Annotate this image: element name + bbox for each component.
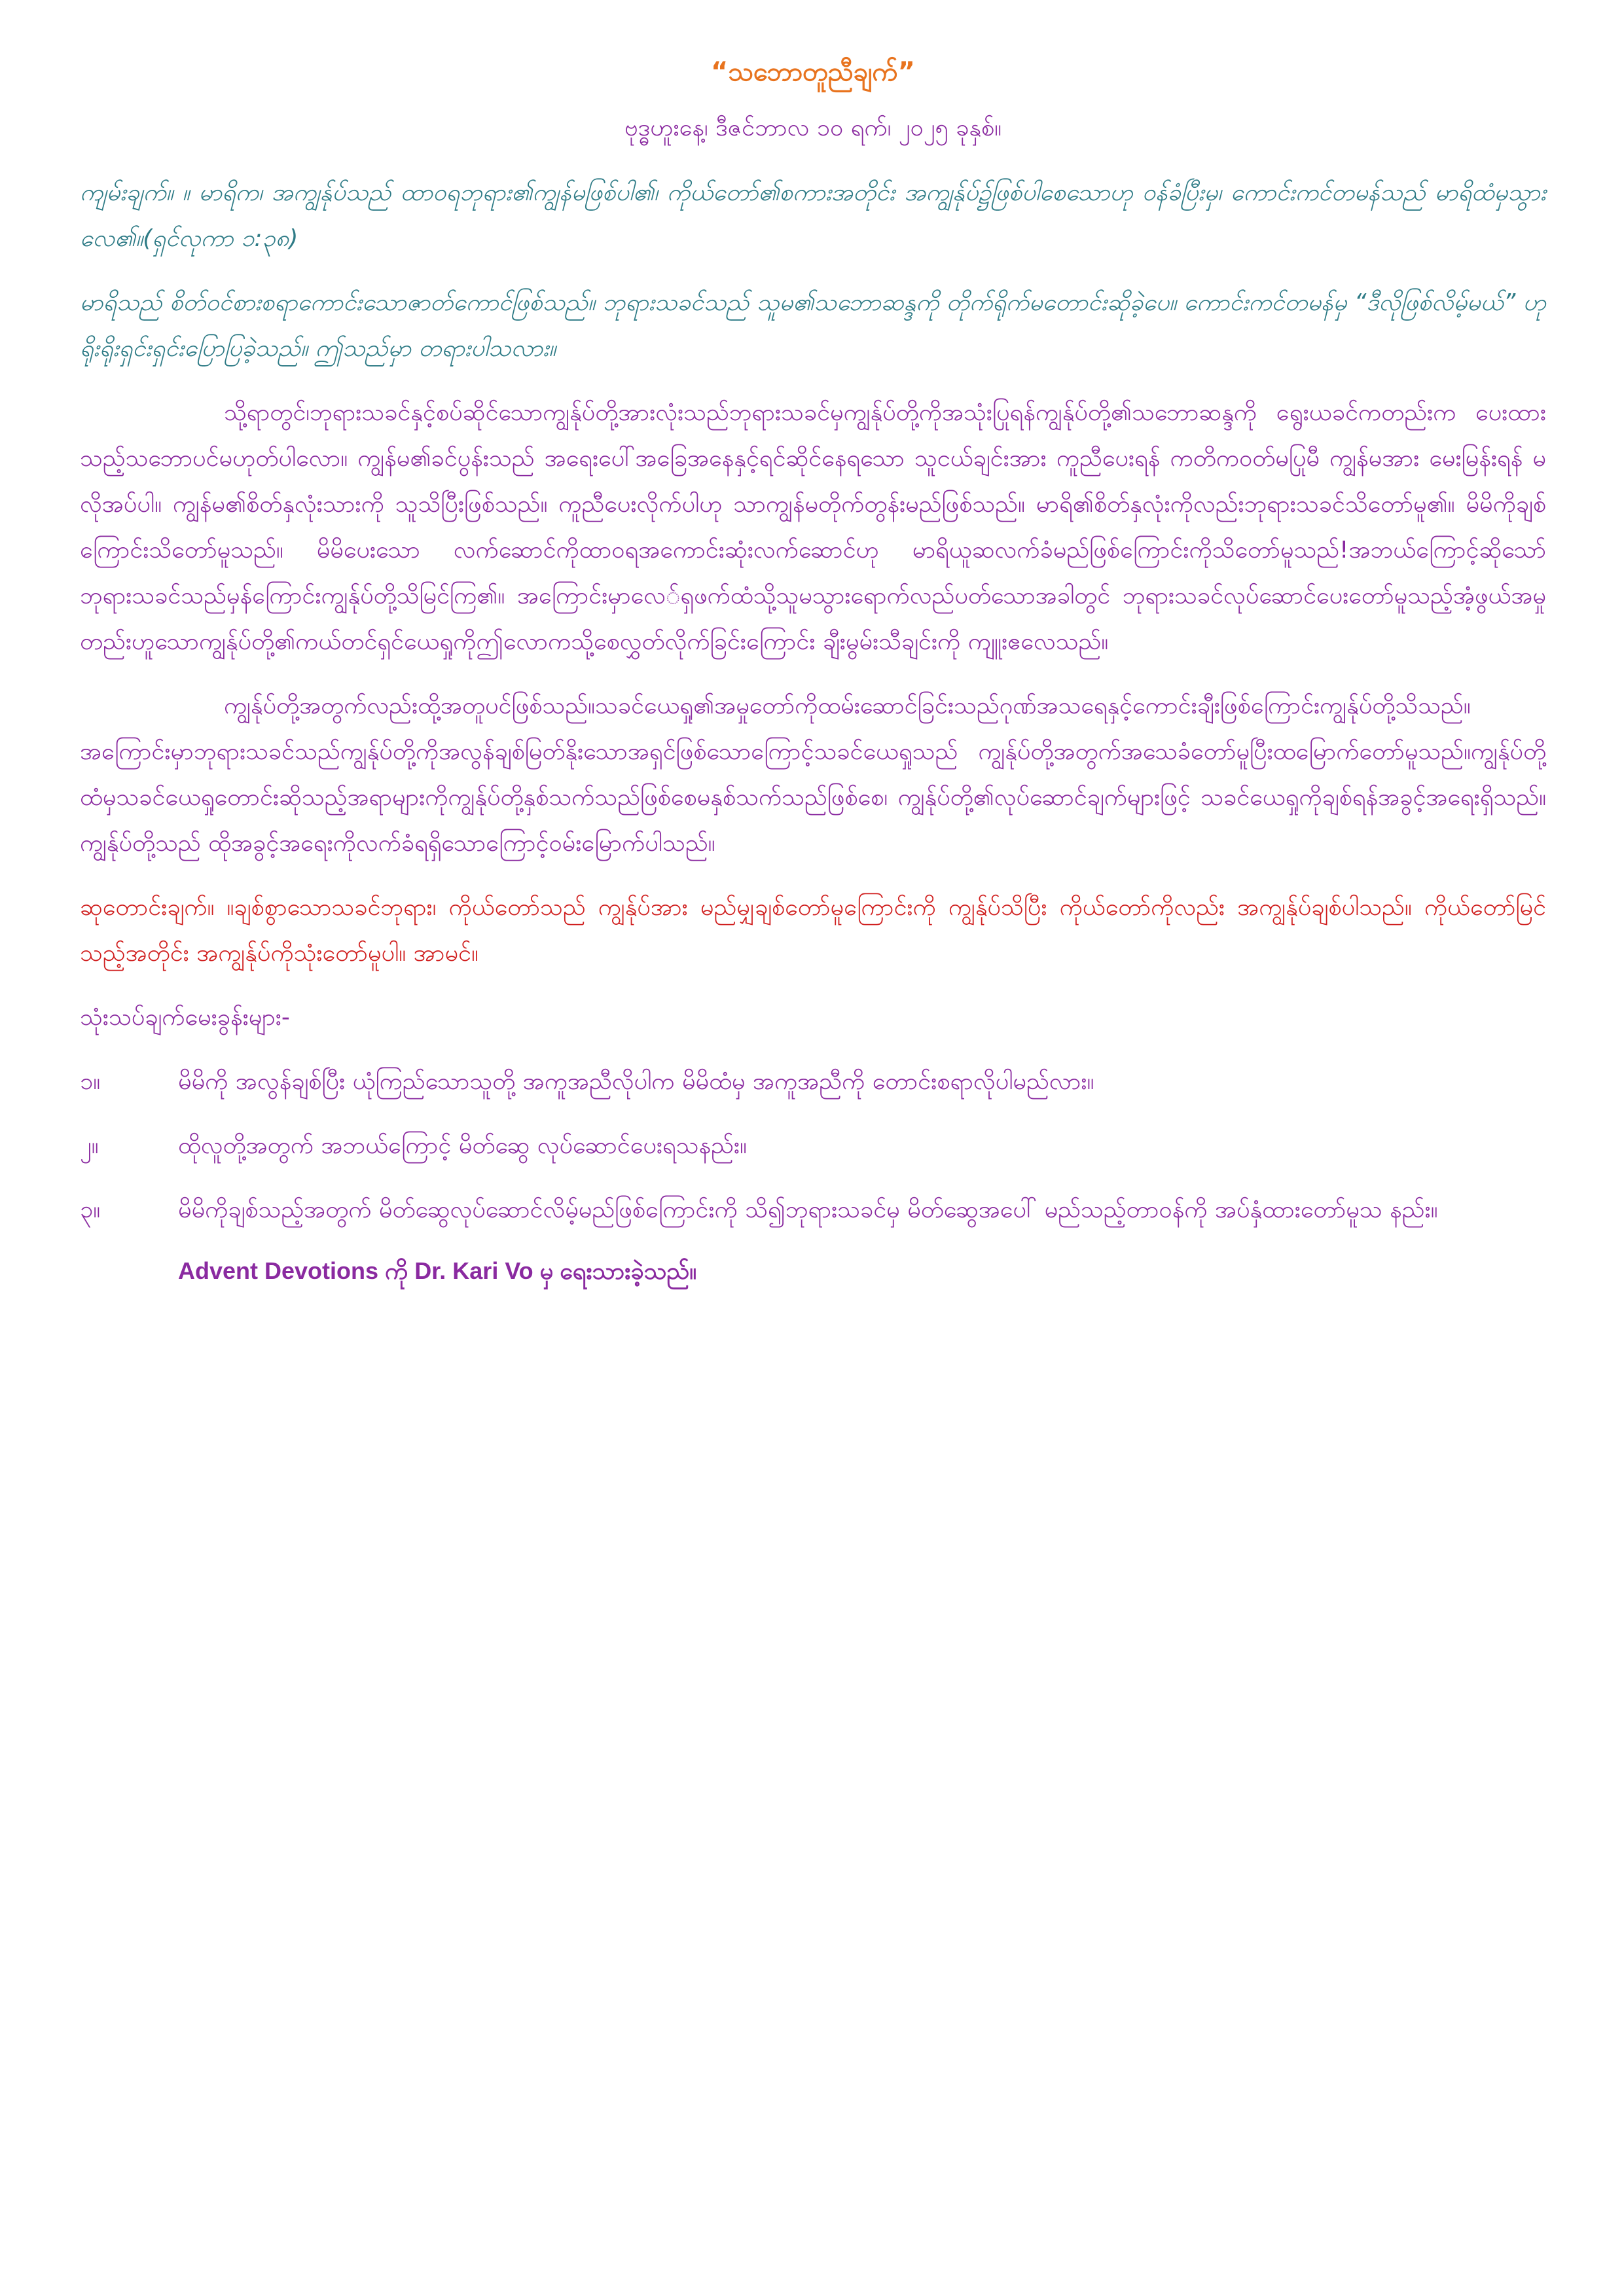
question-text: မိမိကိုချစ်သည့်အတွက် မိတ်ဆွေလုပ်ဆောင်လိမ့်မည်ဖြစ်ကြောင်းကို သိ၍ဘုရားသခင်မှ မိတ်ဆွေအပေါ် မည်သည့်တာဝန်ကို အပ်နှံထားတော်မူသ နည်း။	[178, 1196, 1438, 1223]
devotion-page	[80, 52, 1546, 1291]
question-item	[80, 1187, 1546, 1233]
questions-heading: သုံးသပ်ချက်မေးခွန်းများ-	[80, 1004, 290, 1031]
question-number: ၁။	[80, 1068, 101, 1095]
question-text: ထိုလူတို့အတွက် အဘယ်ကြောင့် မိတ်ဆွေ လုပ်ဆောင်ပေးရသနည်း။	[178, 1132, 747, 1159]
page-title: “သဘောတူညီချက်”	[711, 57, 915, 87]
question-number: ၂။	[80, 1132, 99, 1159]
body-paragraph-2: ကျွန်ုပ်တို့အတွက်လည်းထို့အတူပင်ဖြစ်သည်။သခင်ယေရှု၏အမှုတော်ကိုထမ်းဆောင်ခြင်းသည်ဂုဏ်အသရေနှင့်ကောင်းချီးဖြစ်ကြောင်းကျွန်ုပ်တို့သိသည်။အကြောင်းမှာဘုရားသခင်သည်ကျွန်ုပ်တို့ကိုအလွန်ချစ်မြတ်နိုးသောအရှင်ဖြစ်သောကြောင့်သခင်ယေရှုသည် ကျွန်ုပ်တို့အတွက်အသေခံတော်မူပြီးထမြောက်တော်မူသည်။ကျွန်ုပ်တို့ထံမှသခင်ယေရှုတောင်းဆိုသည့်အရာများကိုကျွန်ုပ်တို့နှစ်သက်သည်ဖြစ်စေမနှစ်သက်သည်ဖြစ်စေ၊ ကျွန်ုပ်တို့၏လုပ်ဆောင်ချက်များဖြင့် သခင်ယေရှုကိုချစ်ရန်အခွင့်အရေးရှိသည်။ ကျွန်ုပ်တို့သည် ထိုအခွင့်အရေးကိုလက်ခံရရှိသောကြောင့်ဝမ်းမြောက်ပါသည်။	[80, 692, 1546, 857]
intro-paragraph: မာရိသည် စိတ်ဝင်စားစရာကောင်းသောဇာတ်ကောင်ဖြစ်သည်။ ဘုရားသခင်သည် သူမ၏သဘောဆန္ဒကို တိုက်ရိုက်မတောင်းဆိုခဲ့ပေ။ ကောင်းကင်တမန်မှ “ဒီလိုဖြစ်လိမ့်မယ်” ဟု ရိုးရိုးရှင်းရှင်းပြောပြခဲ့သည်။ ဤသည်မှာ တရားပါသလား။	[80, 289, 1546, 362]
author-credit: Advent Devotions ကို Dr. Kari Vo မှ ရေးသားခဲ့သည်။	[178, 1257, 697, 1284]
question-text: မိမိကို အလွန်ချစ်ပြီး ယုံကြည်သောသူတို့ အကူအညီလိုပါက မိမိထံမှ အကူအညီကို တောင်းစရာလိုပါမည်လား။	[178, 1068, 1094, 1095]
question-item	[80, 1123, 1546, 1169]
body-paragraph-1: သို့ရာတွင်၊ဘုရားသခင်နှင့်စပ်ဆိုင်သောကျွန်ုပ်တို့အားလုံးသည်ဘုရားသခင်မှကျွန်ုပ်တို့ကိုအသုံးပြုရန်ကျွန်ုပ်တို့၏သဘောဆန္ဒကို ရွေးယခင်ကတည်းက ပေးထားသည့်သဘောပင်မဟုတ်ပါလော။ ကျွန်မ၏ခင်ပွန်းသည် အရေးပေါ်အခြေအနေနှင့်ရင်ဆိုင်နေရသော သူငယ်ချင်းအား ကူညီပေးရန် ကတိကဝတ်မပြုမီ ကျွန်မအား မေးမြန်းရန် မလိုအပ်ပါ။ ကျွန်မ၏စိတ်နှလုံးသားကို သူသိပြီးဖြစ်သည်။ ကူညီပေးလိုက်ပါဟု သာကျွန်မတိုက်တွန်းမည်ဖြစ်သည်။ မာရိ၏စိတ်နှလုံးကိုလည်းဘုရားသခင်သိတော်မူ၏။ မိမိကိုချစ်ကြောင်းသိတော်မူသည်။ မိမိပေးသော လက်ဆောင်ကိုထာဝရအကောင်းဆုံးလက်ဆောင်ဟု မာရိယူဆလက်ခံမည်ဖြစ်ကြောင်းကိုသိတော်မူသည်!အဘယ်ကြောင့်ဆိုသော် ဘုရားသခင်သည်မှန်ကြောင်းကျွန်ုပ်တို့သိမြင်ကြ၏။ အကြောင်းမှာလေ်ရှဖက်ထံသို့သူမသွားရောက်လည်ပတ်သောအခါတွင် ဘုရားသခင်လုပ်ဆောင်ပေးတော်မူသည့်အံ့ဖွယ်အမှုတည်းဟူသောကျွန်ုပ်တို့၏ကယ်တင်ရှင်ယေရှုကိုဤလောကသို့စေလွှတ်လိုက်ခြင်းကြောင်း ချီးမွမ်းသီချင်းကို ကျူးဧလေသည်။	[80, 399, 1546, 655]
date-line: ဗုဒ္ဓဟူးနေ့၊ ဒီဇင်ဘာလ ၁၀ ရက်၊ ၂၀၂၅ ခုနှစ်။	[624, 115, 1002, 141]
scripture-verse: ကျမ်းချက်။ ။ မာရိက၊ အကျွန်ုပ်သည် ထာဝရဘုရား၏ကျွန်မဖြစ်ပါ၏၊ ကိုယ်တော်၏စကားအတိုင်း အကျွန်ုပ်၌ဖြစ်ပါစေသောဟု ဝန်ခံပြီးမှ၊ ကောင်းကင်တမန်သည် မာရိထံမှသွားလေ၏။(ရှင်လုကာ ၁:၃၈)	[80, 179, 1546, 252]
prayer-paragraph: ဆုတောင်းချက်။ ။ချစ်စွာသောသခင်ဘုရား၊ ကိုယ်တော်သည် ကျွန်ုပ်အား မည်မျှချစ်တော်မူကြောင်းကို ကျွန်ုပ်သိပြီး ကိုယ်တော်ကိုလည်း အကျွန်ုပ်ချစ်ပါသည်။ ကိုယ်တော်မြင်သည့်အတိုင်း အကျွန်ုပ်ကိုသုံးတော်မူပါ။ အာမင်။	[80, 894, 1546, 967]
question-number: ၃။	[80, 1196, 101, 1223]
question-item	[80, 1059, 1546, 1105]
